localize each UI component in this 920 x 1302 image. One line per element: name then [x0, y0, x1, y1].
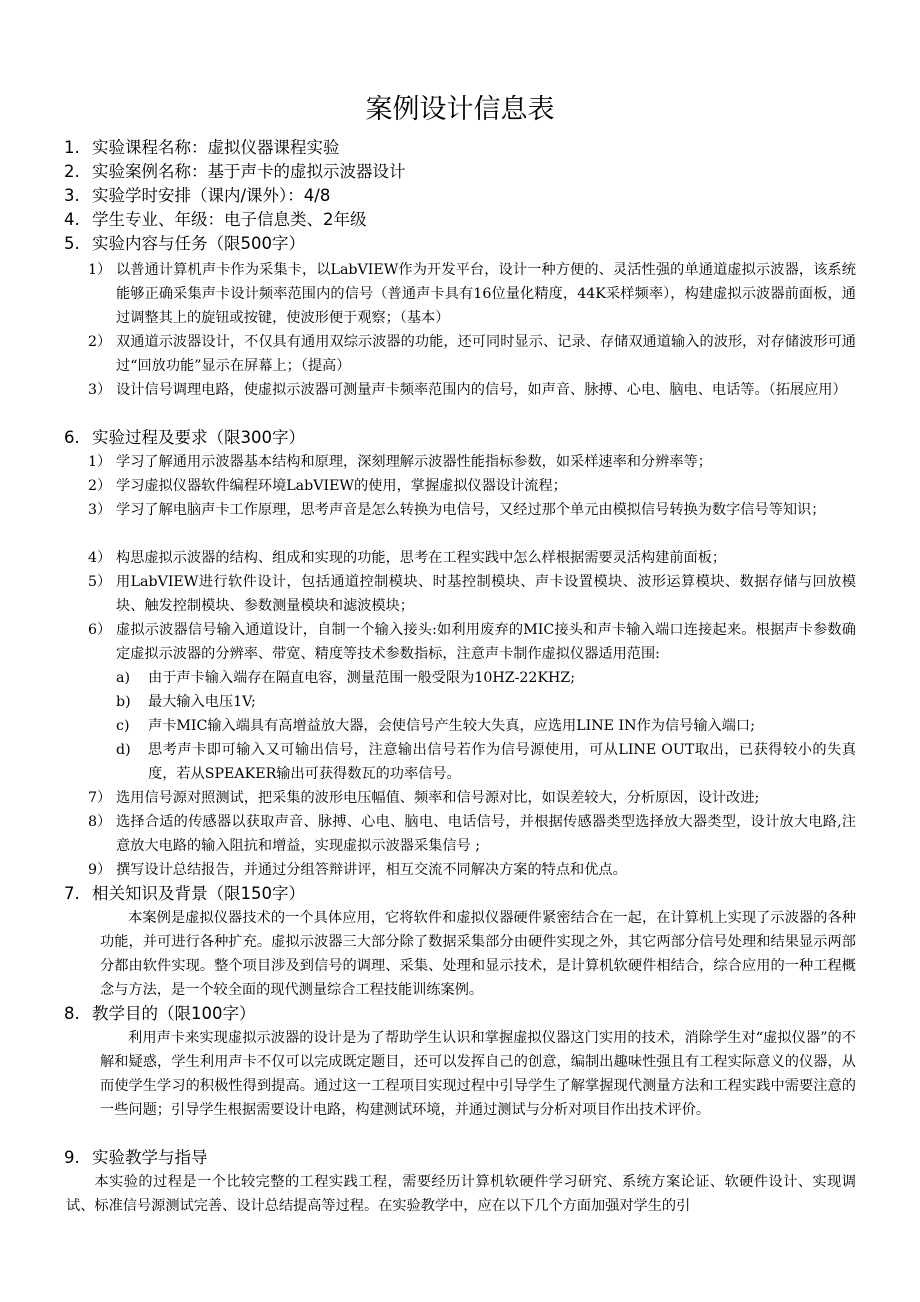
section-9-paragraph: 本实验的过程是一个比较完整的工程实践工程，需要经历计算机软硬件学习研究、系统方案论证、软硬件设计、实现调试、标准信号源测试完善、设计总结提高等过程。在实验教学中，应在以下几个方面加强对学生的引 [66, 1174, 856, 1215]
heading-9: 9. 实验教学与指导 [64, 1148, 208, 1167]
heading-4: 4. 学生专业、年级：电子信息类、2年级 [64, 210, 367, 229]
heading-7: 7. 相关知识及背景（限150字） [64, 884, 305, 903]
list-item: 1） 以普通计算机声卡作为采集卡，以LabVIEW作为开发平台，设计一种方便的、灵活性强的单通道虚拟示波器，该系统能够正确采集声卡设计频率范围内的信号（普通声卡具有16位量化精度，44K采样频率），构建虚拟示波器前面板，通过调整其上的旋钮或按键，使波形便于观察；（基本） [88, 262, 856, 327]
list-item: 3） 学习了解电脑声卡工作原理，思考声音是怎么转换为电信号，又经过那个单元由模拟信号转换为数字信号等知识； [88, 502, 826, 518]
heading-5: 5. 实验内容与任务（限500字） [64, 234, 305, 253]
list-item: 8） 选择合适的传感器以获取声音、脉搏、心电、脑电、电话信号，并根据传感器类型选择放大器类型，设计放大电路,注意放大电路的输入阻抗和增益，实现虚拟示波器采集信号 ; [88, 814, 856, 855]
heading-1: 1. 实验课程名称：虚拟仪器课程实验 [64, 138, 340, 157]
heading-6: 6. 实验过程及要求（限300字） [64, 428, 305, 447]
list-item: 7） 选用信号源对照测试，把采集的波形电压幅值、频率和信号源对比，如误差较大，分析原因，设计改进; [88, 790, 760, 806]
heading-8: 8. 教学目的（限100字） [64, 1004, 256, 1023]
heading-2: 2. 实验案例名称：基于声卡的虚拟示波器设计 [64, 162, 406, 181]
list-item: 6） 虚拟示波器信号输入通道设计，自制一个输入接头:如利用废弃的MIC接头和声卡输入端口连接起来。根据声卡参数确定虚拟示波器的分辨率、带宽、精度等技术参数指标，注意声卡制作虚拟仪器适用范围: [88, 622, 856, 663]
list-item: 4） 构思虚拟示波器的结构、组成和实现的功能，思考在工程实践中怎么样根据需要灵活构建前面板； [88, 550, 727, 566]
section-8-paragraph: 利用声卡来实现虚拟示波器的设计是为了帮助学生认识和掌握虚拟仪器这门实用的技术，消除学生对“虚拟仪器”的不解和疑惑，学生利用声卡不仅可以完成既定题目，还可以发挥自己的创意，编制出趣味性强且有工程实际意义的仪器，从而使学生学习的积极性得到提高。通过这一工程项目实现过程中引导学生了解掌握现代测量方法和工程实践中需要注意的一些问题；引导学生根据需要设计电路，构建测试环境，并通过测试与分析对项目作出技术评价。 [100, 1030, 856, 1119]
heading-3: 3. 实验学时安排（课内/课外）：4/8 [64, 186, 331, 205]
sub-list-item: c) 声卡MIC输入端具有高增益放大器，会使信号产生较大失真，应选用LINE IN作为信号输入端口; [116, 718, 755, 734]
sub-list-item: d) 思考声卡即可输入又可输出信号，注意输出信号若作为信号源使用，可从LINE OUT取出，已获得较小的失真度，若从SPEAKER输出可获得数瓦的功率信号。 [116, 742, 856, 783]
list-item: 9） 撰写设计总结报告，并通过分组答辩讲评，相互交流不同解决方案的特点和优点。 [88, 862, 627, 878]
list-item: 2） 双通道示波器设计，不仅具有通用双综示波器的功能，还可同时显示、记录、存储双通道输入的波形，对存储波形可通过“回放功能”显示在屏幕上；（提高） [88, 334, 856, 375]
list-item: 5） 用LabVIEW进行软件设计，包括通道控制模块、时基控制模块、声卡设置模块、波形运算模块、数据存储与回放模块、触发控制模块、参数测量模块和滤波模块； [88, 574, 856, 615]
list-item: 1） 学习了解通用示波器基本结构和原理，深刻理解示波器性能指标参数，如采样速率和分辨率等； [88, 454, 712, 470]
section-7-paragraph: 本案例是虚拟仪器技术的一个具体应用，它将软件和虚拟仪器硬件紧密结合在一起，在计算机上实现了示波器的各种功能，并可进行各种扩充。虚拟示波器三大部分除了数据采集部分由硬件实现之外，其它两部分信号处理和结果显示两部分都由软件实现。整个项目涉及到信号的调理、采集、处理和显示技术，是计算机软硬件相结合，综合应用的一种工程概念与方法，是一个较全面的现代测量综合工程技能训练案例。 [100, 910, 856, 999]
sub-list-item: b) 最大输入电压1V; [116, 694, 256, 710]
list-item: 2） 学习虚拟仪器软件编程环境LabVIEW的使用，掌握虚拟仪器设计流程； [88, 478, 567, 494]
document-title: 案例设计信息表 [365, 94, 555, 125]
sub-list-item: a) 由于声卡输入端存在隔直电容，测量范围一般受限为10HZ-22KHZ; [116, 670, 576, 686]
list-item: 3） 设计信号调理电路，使虚拟示波器可测量声卡频率范围内的信号，如声音、脉搏、心电、脑电、电话等。（拓展应用） [88, 382, 847, 398]
